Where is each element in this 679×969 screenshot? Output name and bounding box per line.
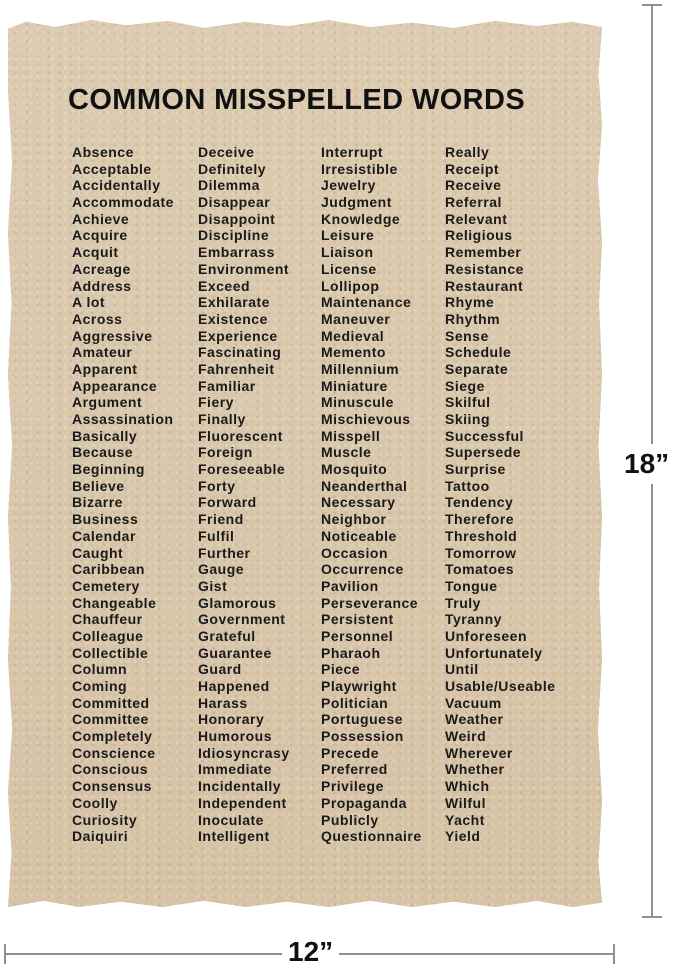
word-item: Miniature xyxy=(321,377,388,394)
word-item: Idiosyncrasy xyxy=(198,744,290,761)
word-item: Pavilion xyxy=(321,577,379,594)
word-item: Assassination xyxy=(72,411,174,427)
word-item: Conscious xyxy=(72,761,149,778)
word-item: Questionnaire xyxy=(321,828,422,845)
word-item: Incidentally xyxy=(198,778,282,795)
word-item: Privilege xyxy=(321,778,384,795)
word-item: Tomorrow xyxy=(445,544,517,561)
word-item: Grateful xyxy=(198,627,256,644)
word-item: Unforeseen xyxy=(445,627,528,644)
word-item: Muscle xyxy=(321,444,372,461)
word-item: License xyxy=(321,260,377,277)
word-item: Leisure xyxy=(321,227,375,244)
word-item: Until xyxy=(445,661,479,678)
height-dimension-cap-bottom xyxy=(642,916,662,918)
word-item: Amateur xyxy=(72,344,133,361)
word-item: Collectible xyxy=(72,644,149,661)
word-item: Occasion xyxy=(321,544,389,561)
word-item: Usable/Useable xyxy=(445,678,556,694)
word-item: Curiosity xyxy=(72,811,138,828)
word-item: Necessary xyxy=(321,494,396,511)
word-item: Persistent xyxy=(321,611,394,628)
word-item: Portuguese xyxy=(321,711,404,728)
word-column-2 xyxy=(198,144,290,845)
word-item: Exhilarate xyxy=(198,294,270,311)
word-item: Tattoo xyxy=(445,477,490,494)
word-item: Achieve xyxy=(72,210,130,227)
word-item: Personnel xyxy=(321,627,394,644)
word-item: Fiery xyxy=(198,394,234,411)
word-item: Caught xyxy=(72,544,124,561)
word-item: Which xyxy=(445,778,490,795)
word-item: Embarrass xyxy=(198,244,275,261)
word-item: Exceed xyxy=(198,277,251,294)
word-item: Because xyxy=(72,444,134,461)
word-item: Rhythm xyxy=(445,310,501,327)
word-item: Apparent xyxy=(72,360,138,377)
word-item: Business xyxy=(72,511,139,528)
word-item: Receipt xyxy=(445,160,500,177)
word-item: Propaganda xyxy=(321,794,407,811)
word-item: Skilful xyxy=(445,394,491,411)
word-item: Noticeable xyxy=(321,527,397,544)
word-item: Caribbean xyxy=(72,561,145,578)
word-item: Foreign xyxy=(198,444,253,461)
word-item: Changeable xyxy=(72,594,157,611)
word-item: Jewelry xyxy=(321,177,376,194)
word-item: Existence xyxy=(198,310,268,327)
word-item: Surprise xyxy=(445,461,506,478)
word-item: Accidentally xyxy=(72,177,161,194)
word-item: Conscience xyxy=(72,744,156,761)
word-item: Minuscule xyxy=(321,394,394,411)
word-item: Environment xyxy=(198,260,290,277)
word-item: Acceptable xyxy=(72,160,152,177)
word-item: Immediate xyxy=(198,761,272,778)
word-item: Forty xyxy=(198,477,236,494)
word-item: Honorary xyxy=(198,711,265,728)
word-item: Receive xyxy=(445,177,502,194)
word-item: Separate xyxy=(445,360,509,377)
word-item: Neighbor xyxy=(321,511,387,528)
word-item: Glamorous xyxy=(198,594,277,611)
word-item: Definitely xyxy=(198,160,267,177)
word-column-3 xyxy=(321,144,422,845)
word-item: Medieval xyxy=(321,327,385,344)
word-item: Piece xyxy=(321,661,361,678)
word-item: Intelligent xyxy=(198,828,270,845)
word-item: Completely xyxy=(72,728,153,745)
word-item: Finally xyxy=(198,411,246,427)
word-item: Government xyxy=(198,611,286,628)
word-item: Yield xyxy=(445,828,481,845)
word-item: Referral xyxy=(445,194,502,211)
word-item: Dilemma xyxy=(198,177,260,194)
height-dimension-label: 18” xyxy=(622,444,671,484)
word-item: Sense xyxy=(445,327,489,344)
word-item: Colleague xyxy=(72,627,144,644)
word-item: Familiar xyxy=(198,377,256,394)
word-item: Truly xyxy=(445,594,481,611)
word-item: Restaurant xyxy=(445,277,524,294)
word-item: Argument xyxy=(72,394,143,411)
word-item: Coming xyxy=(72,678,128,694)
word-item: Appearance xyxy=(72,377,158,394)
word-item: Guarantee xyxy=(198,644,272,661)
word-item: Mischievous xyxy=(321,411,411,427)
word-item: Accommodate xyxy=(72,194,174,211)
word-column-1 xyxy=(72,144,174,845)
word-item: Experience xyxy=(198,327,278,344)
word-item: Acquire xyxy=(72,227,128,244)
word-item: Tyranny xyxy=(445,611,502,628)
word-item: Lollipop xyxy=(321,277,380,294)
word-item: Guard xyxy=(198,661,242,678)
word-item: Rhyme xyxy=(445,294,495,311)
word-item: Committee xyxy=(72,711,149,728)
word-item: Deceive xyxy=(198,144,255,160)
word-item: Maneuver xyxy=(321,310,391,327)
word-item: Weather xyxy=(445,711,504,728)
word-item: Inoculate xyxy=(198,811,264,828)
word-item: Misspell xyxy=(321,427,381,444)
word-item: Schedule xyxy=(445,344,512,361)
word-item: Therefore xyxy=(445,511,515,528)
word-item: Knowledge xyxy=(321,210,401,227)
word-column-4 xyxy=(445,144,556,845)
word-item: Disappoint xyxy=(198,210,276,227)
word-item: Vacuum xyxy=(445,694,502,711)
word-item: Siege xyxy=(445,377,485,394)
word-item: Gauge xyxy=(198,561,245,578)
word-item: Publicly xyxy=(321,811,379,828)
word-item: Religious xyxy=(445,227,513,244)
word-item: A lot xyxy=(72,294,106,311)
word-item: Absence xyxy=(72,144,134,160)
word-item: Mosquito xyxy=(321,461,388,478)
word-item: Gist xyxy=(198,577,228,594)
word-item: Fahrenheit xyxy=(198,360,275,377)
word-item: Address xyxy=(72,277,132,294)
word-item: Successful xyxy=(445,427,524,444)
word-item: Occurrence xyxy=(321,561,404,578)
word-item: Harass xyxy=(198,694,248,711)
word-item: Maintenance xyxy=(321,294,412,311)
word-item: Tongue xyxy=(445,577,498,594)
word-item: Memento xyxy=(321,344,386,361)
height-dimension-cap-top xyxy=(642,4,662,6)
word-item: Foreseeable xyxy=(198,461,286,478)
word-item: Remember xyxy=(445,244,522,261)
word-item: Consensus xyxy=(72,778,152,795)
word-item: Humorous xyxy=(198,728,272,745)
word-item: Beginning xyxy=(72,461,145,478)
word-item: Irresistible xyxy=(321,160,398,177)
word-item: Threshold xyxy=(445,527,518,544)
word-item: Resistance xyxy=(445,260,524,277)
width-dimension-label: 12” xyxy=(282,936,339,968)
word-item: Liaison xyxy=(321,244,374,261)
word-item: Precede xyxy=(321,744,379,761)
word-item: Preferred xyxy=(321,761,388,778)
word-item: Wherever xyxy=(445,744,513,761)
word-item: Forward xyxy=(198,494,257,511)
word-item: Neanderthal xyxy=(321,477,408,494)
word-item: Politician xyxy=(321,694,389,711)
word-item: Acreage xyxy=(72,260,131,277)
word-item: Unfortunately xyxy=(445,644,543,661)
word-item: Playwright xyxy=(321,678,397,694)
word-item: Relevant xyxy=(445,210,508,227)
word-item: Pharaoh xyxy=(321,644,381,661)
word-item: Discipline xyxy=(198,227,270,244)
word-item: Further xyxy=(198,544,251,561)
word-item: Column xyxy=(72,661,128,678)
word-item: Disappear xyxy=(198,194,271,211)
word-item: Committed xyxy=(72,694,150,711)
word-item: Daiquiri xyxy=(72,828,129,845)
word-item: Acquit xyxy=(72,244,119,261)
word-item: Tendency xyxy=(445,494,514,511)
word-item: Whether xyxy=(445,761,505,778)
word-item: Fluorescent xyxy=(198,427,283,444)
word-item: Basically xyxy=(72,427,138,444)
width-dimension-cap-right xyxy=(613,944,615,964)
word-item: Weird xyxy=(445,728,487,745)
word-item: Friend xyxy=(198,511,244,528)
word-item: Judgment xyxy=(321,194,392,211)
word-item: Cemetery xyxy=(72,577,140,594)
word-item: Believe xyxy=(72,477,125,494)
word-item: Possession xyxy=(321,728,404,745)
word-item: Across xyxy=(72,310,123,327)
word-item: Independent xyxy=(198,794,287,811)
word-item: Yacht xyxy=(445,811,485,828)
word-item: Happened xyxy=(198,678,270,694)
word-item: Fascinating xyxy=(198,344,282,361)
word-item: Tomatoes xyxy=(445,561,515,578)
word-item: Skiing xyxy=(445,411,491,427)
word-item: Millennium xyxy=(321,360,400,377)
word-item: Really xyxy=(445,144,490,160)
word-item: Perseverance xyxy=(321,594,419,611)
word-item: Chauffeur xyxy=(72,611,143,628)
word-item: Calendar xyxy=(72,527,136,544)
width-dimension-cap-left xyxy=(4,944,6,964)
poster-title: COMMON MISSPELLED WORDS xyxy=(68,84,526,116)
word-item: Bizarre xyxy=(72,494,123,511)
word-item: Wilful xyxy=(445,794,486,811)
word-item: Fulfil xyxy=(198,527,235,544)
word-item: Interrupt xyxy=(321,144,384,160)
word-item: Coolly xyxy=(72,794,118,811)
word-item: Aggressive xyxy=(72,327,153,344)
word-item: Supersede xyxy=(445,444,522,461)
